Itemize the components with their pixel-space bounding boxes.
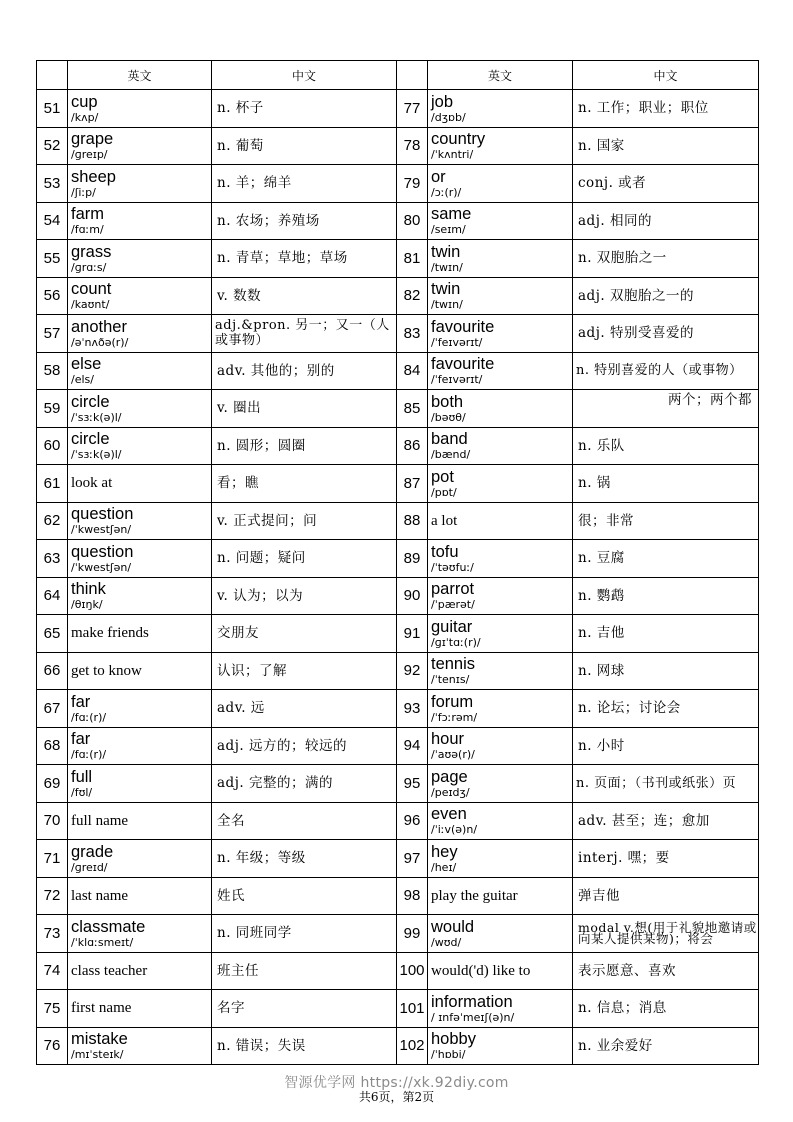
- header-chinese-right: 中文: [573, 61, 759, 90]
- left-english-cell: [68, 352, 212, 390]
- left-entry-number: 66: [37, 652, 68, 690]
- right-english-word: would('d) like to: [431, 962, 531, 979]
- right-chinese-meaning: n. 工作；职业；职位: [573, 90, 759, 128]
- left-chinese-meaning: adv. 远: [212, 690, 397, 728]
- right-phonetic: /ˈaʊə(r)/: [431, 748, 475, 762]
- left-phonetic: /fʊl/: [71, 785, 93, 799]
- right-english-word: country: [431, 130, 486, 149]
- right-entry-number: 79: [397, 165, 428, 203]
- left-english-word: question: [71, 542, 134, 561]
- left-english-cell: [68, 877, 212, 915]
- right-entry-number: 84: [397, 352, 428, 390]
- right-phonetic: /ˈfeɪvərɪt/: [431, 335, 483, 349]
- left-chinese-meaning: adj.&pron. 另一；又一（人或事物）: [212, 315, 397, 353]
- right-english-cell: [428, 727, 573, 765]
- right-english-word: job: [431, 92, 454, 111]
- right-phonetic: /seɪm/: [431, 223, 466, 237]
- table-row: [37, 840, 759, 878]
- right-entry-number: 99: [397, 915, 428, 953]
- right-phonetic: /pɒt/: [431, 485, 457, 499]
- left-english-word: else: [71, 355, 102, 374]
- right-english-word: same: [431, 205, 472, 224]
- right-phonetic: /ˈfeɪvərɪt/: [431, 373, 483, 387]
- right-phonetic: /ˈiːv(ə)n/: [431, 823, 478, 837]
- left-english-cell: [68, 90, 212, 128]
- right-entry-number: 102: [397, 1027, 428, 1065]
- left-english-cell: [68, 315, 212, 353]
- left-english-word: count: [71, 280, 112, 299]
- right-chinese-meaning: n. 双胞胎之一: [573, 240, 759, 278]
- left-phonetic: /fɑː(r)/: [71, 748, 107, 762]
- left-entry-number: 61: [37, 465, 68, 503]
- right-english-word: twin: [431, 280, 461, 299]
- right-english-word: tofu: [431, 542, 459, 561]
- right-chinese-meaning: modal v.想(用于礼貌地邀请或向某人提供某物)；将会: [573, 915, 759, 953]
- table-row: [37, 90, 759, 128]
- right-english-word: play the guitar: [431, 887, 518, 904]
- right-phonetic: /bænd/: [431, 448, 471, 462]
- right-english-word: a lot: [431, 512, 458, 529]
- left-phonetic: /ˈkwestʃən/: [71, 560, 132, 574]
- left-phonetic: /ˈklɑːsmeɪt/: [71, 935, 134, 949]
- right-entry-number: 85: [397, 390, 428, 428]
- left-phonetic: /fɑː(r)/: [71, 710, 107, 724]
- left-chinese-meaning: adj. 远方的；较远的: [212, 727, 397, 765]
- left-english-cell: [68, 727, 212, 765]
- table-header-row: [37, 61, 759, 90]
- right-english-cell: [428, 652, 573, 690]
- right-entry-number: 90: [397, 577, 428, 615]
- right-english-word: favourite: [431, 317, 495, 336]
- right-chinese-meaning: 很；非常: [573, 502, 759, 540]
- left-english-word: mistake: [71, 1030, 128, 1049]
- table-row: [37, 390, 759, 428]
- left-entry-number: 73: [37, 915, 68, 953]
- right-chinese-meaning: n. 信息；消息: [573, 990, 759, 1028]
- right-english-word: or: [431, 167, 446, 186]
- left-chinese-meaning: 名字: [212, 990, 397, 1028]
- right-english-cell: [428, 765, 573, 803]
- left-entry-number: 56: [37, 277, 68, 315]
- left-entry-number: 58: [37, 352, 68, 390]
- right-chinese-meaning: adj. 双胞胎之一的: [573, 277, 759, 315]
- left-phonetic: /ɡreɪd/: [71, 860, 108, 874]
- table-row: [37, 727, 759, 765]
- right-entry-number: 93: [397, 690, 428, 728]
- left-english-cell: [68, 765, 212, 803]
- right-english-word: tennis: [431, 655, 476, 674]
- header-english-right: 英文: [428, 61, 573, 90]
- left-english-word: class teacher: [71, 962, 148, 979]
- left-chinese-meaning: n. 羊；绵羊: [212, 165, 397, 203]
- left-english-cell: [68, 915, 212, 953]
- left-phonetic: /kaʊnt/: [71, 298, 110, 312]
- left-english-word: last name: [71, 887, 129, 904]
- right-phonetic: /ɡɪˈtɑː(r)/: [431, 635, 481, 649]
- right-english-word: pot: [431, 467, 454, 486]
- right-english-word: favourite: [431, 355, 495, 374]
- left-english-word: far: [71, 692, 91, 711]
- left-entry-number: 65: [37, 615, 68, 653]
- left-english-cell: [68, 202, 212, 240]
- left-english-cell: [68, 540, 212, 578]
- left-english-cell: [68, 427, 212, 465]
- left-phonetic: /ɡreɪp/: [71, 148, 108, 162]
- left-entry-number: 71: [37, 840, 68, 878]
- left-entry-number: 52: [37, 127, 68, 165]
- left-english-cell: [68, 502, 212, 540]
- left-chinese-meaning: 看；瞧: [212, 465, 397, 503]
- left-english-cell: [68, 277, 212, 315]
- table-row: [37, 315, 759, 353]
- right-entry-number: 83: [397, 315, 428, 353]
- right-entry-number: 92: [397, 652, 428, 690]
- left-english-word: classmate: [71, 917, 146, 936]
- right-chinese-meaning: n. 论坛；讨论会: [573, 690, 759, 728]
- right-phonetic: /heɪ/: [431, 860, 457, 874]
- header-chinese-left: 中文: [212, 61, 397, 90]
- left-english-cell: [68, 802, 212, 840]
- left-chinese-meaning: n. 青草；草地；草场: [212, 240, 397, 278]
- right-entry-number: 97: [397, 840, 428, 878]
- left-english-word: cup: [71, 92, 98, 111]
- left-english-word: question: [71, 505, 134, 524]
- right-english-cell: [428, 427, 573, 465]
- left-chinese-meaning: adv. 其他的；别的: [212, 352, 397, 390]
- left-english-cell: [68, 165, 212, 203]
- left-entry-number: 74: [37, 952, 68, 990]
- left-english-cell: [68, 952, 212, 990]
- left-english-word: far: [71, 730, 91, 749]
- table-row: [37, 615, 759, 653]
- watermark-text: 智源优学网 https://xk.92diy.com: [284, 1075, 509, 1091]
- left-chinese-meaning: adj. 完整的；满的: [212, 765, 397, 803]
- right-chinese-meaning: n. 乐队: [573, 427, 759, 465]
- right-chinese-meaning: interj. 嘿；要: [573, 840, 759, 878]
- right-chinese-meaning: adj. 特别受喜爱的: [573, 315, 759, 353]
- table-row: [37, 802, 759, 840]
- right-english-word: even: [431, 805, 467, 824]
- table-row: [37, 990, 759, 1028]
- left-chinese-meaning: 全名: [212, 802, 397, 840]
- right-phonetic: /ˈtenɪs/: [431, 673, 470, 687]
- vocabulary-table: [36, 60, 759, 1065]
- right-chinese-meaning: n. 国家: [573, 127, 759, 165]
- table-row: [37, 952, 759, 990]
- right-phonetic: /peɪdʒ/: [431, 785, 470, 799]
- right-english-word: guitar: [431, 617, 473, 636]
- right-chinese-meaning: n. 小时: [573, 727, 759, 765]
- table-row: [37, 915, 759, 953]
- right-chinese-meaning: n. 业余爱好: [573, 1027, 759, 1065]
- right-entry-number: 96: [397, 802, 428, 840]
- left-chinese-meaning: n. 问题；疑问: [212, 540, 397, 578]
- right-english-cell: [428, 1027, 573, 1065]
- left-english-word: sheep: [71, 167, 116, 186]
- left-entry-number: 53: [37, 165, 68, 203]
- right-phonetic: /dʒɒb/: [431, 110, 466, 124]
- table-row: [37, 240, 759, 278]
- left-chinese-meaning: v. 认为；以为: [212, 577, 397, 615]
- left-entry-number: 55: [37, 240, 68, 278]
- left-entry-number: 67: [37, 690, 68, 728]
- left-english-cell: [68, 990, 212, 1028]
- right-phonetic: /ˈkʌntri/: [431, 148, 474, 162]
- right-phonetic: /ˈfɔːrəm/: [431, 710, 478, 724]
- right-english-cell: [428, 502, 573, 540]
- left-entry-number: 72: [37, 877, 68, 915]
- right-phonetic: /ɔː(r)/: [431, 185, 462, 199]
- right-english-cell: [428, 240, 573, 278]
- right-chinese-meaning: n. 特别喜爱的人（或事物）: [573, 352, 759, 390]
- right-english-word: information: [431, 992, 513, 1011]
- left-english-word: farm: [71, 205, 104, 224]
- left-entry-number: 62: [37, 502, 68, 540]
- left-entry-number: 51: [37, 90, 68, 128]
- left-phonetic: /ˈsɜːk(ə)l/: [71, 410, 122, 424]
- table-row: [37, 127, 759, 165]
- left-phonetic: /ˈkwestʃən/: [71, 523, 132, 537]
- right-entry-number: 82: [397, 277, 428, 315]
- right-english-word: forum: [431, 692, 474, 711]
- right-english-cell: [428, 90, 573, 128]
- right-english-cell: [428, 127, 573, 165]
- left-entry-number: 60: [37, 427, 68, 465]
- right-entry-number: 94: [397, 727, 428, 765]
- left-entry-number: 68: [37, 727, 68, 765]
- left-entry-number: 69: [37, 765, 68, 803]
- right-english-cell: [428, 202, 573, 240]
- table-row: [37, 277, 759, 315]
- left-phonetic: /ˈsɜːk(ə)l/: [71, 448, 122, 462]
- right-chinese-meaning: n. 网球: [573, 652, 759, 690]
- left-chinese-meaning: 交朋友: [212, 615, 397, 653]
- header-english-left: 英文: [68, 61, 212, 90]
- right-english-cell: [428, 877, 573, 915]
- right-entry-number: 89: [397, 540, 428, 578]
- header-number-left: [37, 61, 68, 90]
- left-english-word: circle: [71, 430, 110, 449]
- right-chinese-meaning: 弹吉他: [573, 877, 759, 915]
- left-english-cell: [68, 577, 212, 615]
- left-chinese-meaning: n. 农场；养殖场: [212, 202, 397, 240]
- right-entry-number: 81: [397, 240, 428, 278]
- left-english-word: another: [71, 317, 127, 336]
- right-english-cell: [428, 540, 573, 578]
- left-english-word: grape: [71, 130, 114, 149]
- left-entry-number: 63: [37, 540, 68, 578]
- right-chinese-meaning: n. 锅: [573, 465, 759, 503]
- right-chinese-meaning: adv. 甚至；连；愈加: [573, 802, 759, 840]
- right-phonetic: /twɪn/: [431, 298, 463, 312]
- right-english-word: hobby: [431, 1030, 476, 1049]
- right-english-word: parrot: [431, 580, 475, 599]
- left-entry-number: 75: [37, 990, 68, 1028]
- table-row: [37, 202, 759, 240]
- left-english-cell: [68, 127, 212, 165]
- right-entry-number: 98: [397, 877, 428, 915]
- left-english-cell: [68, 652, 212, 690]
- left-chinese-meaning: 认识；了解: [212, 652, 397, 690]
- right-english-cell: [428, 840, 573, 878]
- left-phonetic: /els/: [71, 373, 94, 387]
- left-phonetic: /θɪŋk/: [71, 598, 103, 612]
- right-chinese-meaning: n. 鹦鹉: [573, 577, 759, 615]
- left-english-word: think: [71, 580, 106, 599]
- left-english-word: full: [71, 767, 93, 786]
- right-phonetic: /ˈpærət/: [431, 598, 475, 612]
- left-english-word: first name: [71, 1000, 132, 1017]
- right-chinese-meaning: 两个；两个都: [573, 390, 759, 428]
- left-entry-number: 57: [37, 315, 68, 353]
- table-row: [37, 427, 759, 465]
- left-chinese-meaning: n. 同班同学: [212, 915, 397, 953]
- right-phonetic: /bəʊθ/: [431, 410, 466, 424]
- left-chinese-meaning: 姓氏: [212, 877, 397, 915]
- right-entry-number: 88: [397, 502, 428, 540]
- left-english-word: full name: [71, 812, 129, 829]
- right-chinese-meaning: n. 吉他: [573, 615, 759, 653]
- table-row: [37, 877, 759, 915]
- right-english-cell: [428, 577, 573, 615]
- right-english-cell: [428, 390, 573, 428]
- left-entry-number: 76: [37, 1027, 68, 1065]
- right-english-cell: [428, 615, 573, 653]
- table-body: [37, 90, 759, 1065]
- table-row: [37, 465, 759, 503]
- left-chinese-meaning: n. 葡萄: [212, 127, 397, 165]
- left-english-word: grass: [71, 242, 112, 261]
- right-phonetic: /twɪn/: [431, 260, 463, 274]
- left-entry-number: 64: [37, 577, 68, 615]
- right-english-cell: [428, 465, 573, 503]
- left-entry-number: 59: [37, 390, 68, 428]
- table-row: [37, 502, 759, 540]
- left-english-cell: [68, 690, 212, 728]
- right-english-word: page: [431, 767, 468, 786]
- left-english-word: make friends: [71, 625, 149, 642]
- left-entry-number: 54: [37, 202, 68, 240]
- left-chinese-meaning: n. 杯子: [212, 90, 397, 128]
- left-phonetic: /əˈnʌðə(r)/: [71, 335, 129, 349]
- left-phonetic: /ɡrɑːs/: [71, 260, 107, 274]
- left-english-cell: [68, 390, 212, 428]
- right-english-word: both: [431, 392, 464, 411]
- left-english-word: look at: [71, 475, 113, 492]
- right-entry-number: 101: [397, 990, 428, 1028]
- right-entry-number: 86: [397, 427, 428, 465]
- right-english-cell: [428, 952, 573, 990]
- right-entry-number: 77: [397, 90, 428, 128]
- left-english-cell: [68, 1027, 212, 1065]
- left-phonetic: /kʌp/: [71, 110, 99, 124]
- left-english-cell: [68, 240, 212, 278]
- right-english-word: would: [431, 917, 475, 936]
- right-english-cell: [428, 352, 573, 390]
- right-english-word: band: [431, 430, 468, 449]
- left-chinese-meaning: 班主任: [212, 952, 397, 990]
- right-entry-number: 95: [397, 765, 428, 803]
- left-chinese-meaning: n. 圆形；圆圈: [212, 427, 397, 465]
- right-entry-number: 91: [397, 615, 428, 653]
- left-phonetic: /mɪˈsteɪk/: [71, 1048, 124, 1062]
- right-english-cell: [428, 165, 573, 203]
- right-entry-number: 100: [397, 952, 428, 990]
- right-phonetic: /ˈtəʊfuː/: [431, 560, 474, 574]
- right-english-cell: [428, 802, 573, 840]
- left-chinese-meaning: v. 数数: [212, 277, 397, 315]
- right-chinese-meaning: n. 页面；（书刊或纸张）页: [573, 765, 759, 803]
- right-entry-number: 87: [397, 465, 428, 503]
- table-row: [37, 652, 759, 690]
- table-row: [37, 577, 759, 615]
- right-english-cell: [428, 315, 573, 353]
- table-row: [37, 1027, 759, 1065]
- right-phonetic: /ˈhɒbi/: [431, 1048, 466, 1062]
- right-entry-number: 80: [397, 202, 428, 240]
- left-chinese-meaning: v. 圈出: [212, 390, 397, 428]
- header-number-right: [397, 61, 428, 90]
- left-english-cell: [68, 840, 212, 878]
- left-phonetic: /ʃiːp/: [71, 185, 96, 199]
- right-english-word: twin: [431, 242, 461, 261]
- left-entry-number: 70: [37, 802, 68, 840]
- left-english-word: grade: [71, 842, 114, 861]
- right-chinese-meaning: adj. 相同的: [573, 202, 759, 240]
- left-english-cell: [68, 465, 212, 503]
- right-english-word: hour: [431, 730, 465, 749]
- right-english-cell: [428, 990, 573, 1028]
- left-chinese-meaning: v. 正式提问；问: [212, 502, 397, 540]
- right-phonetic: / ɪnfəˈmeɪʃ(ə)n/: [431, 1010, 515, 1024]
- table-row: [37, 765, 759, 803]
- table-row: [37, 690, 759, 728]
- left-phonetic: /fɑːm/: [71, 223, 104, 237]
- right-english-word: hey: [431, 842, 458, 861]
- table-row: [37, 540, 759, 578]
- right-english-cell: [428, 690, 573, 728]
- right-chinese-meaning: conj. 或者: [573, 165, 759, 203]
- left-english-word: get to know: [71, 662, 142, 679]
- page-number: 共6页，第2页: [358, 1090, 435, 1104]
- table-row: [37, 165, 759, 203]
- right-chinese-meaning: n. 豆腐: [573, 540, 759, 578]
- table-row: [37, 352, 759, 390]
- left-english-word: circle: [71, 392, 110, 411]
- right-english-cell: [428, 915, 573, 953]
- left-chinese-meaning: n. 年级；等级: [212, 840, 397, 878]
- right-english-cell: [428, 277, 573, 315]
- left-chinese-meaning: n. 错误；失误: [212, 1027, 397, 1065]
- right-entry-number: 78: [397, 127, 428, 165]
- right-phonetic: /wʊd/: [431, 935, 462, 949]
- right-chinese-meaning: 表示愿意、喜欢: [573, 952, 759, 990]
- left-english-cell: [68, 615, 212, 653]
